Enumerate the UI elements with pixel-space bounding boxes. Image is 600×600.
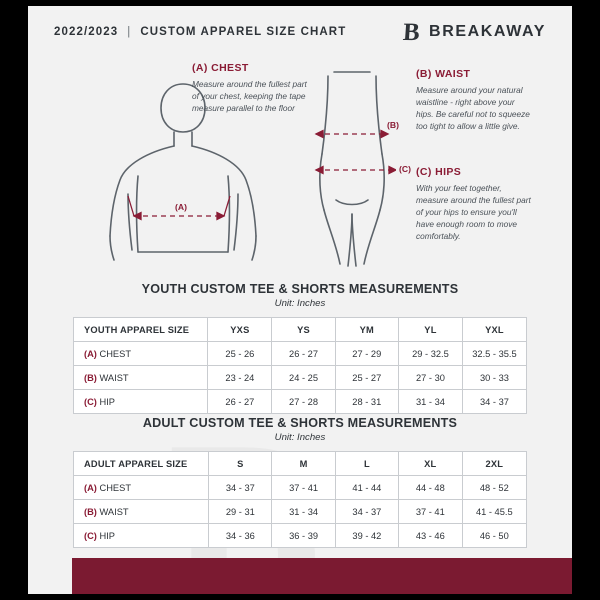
brand-wordmark: BREAKAWAY bbox=[429, 23, 546, 40]
adult-section bbox=[28, 416, 572, 548]
adult-row-waist-label bbox=[74, 500, 209, 524]
adult-chest-2xl: 48 - 52 bbox=[462, 476, 526, 500]
adult-header-2xl: 2XL bbox=[462, 452, 526, 476]
adult-header-m: M bbox=[272, 452, 335, 476]
callout-chest bbox=[192, 62, 312, 114]
callout-hips-body: With your feet together, measure around the fullest part of your hips to ensure you'll have enough room to move comfortably. bbox=[416, 183, 531, 242]
adult-hip-label: HIP bbox=[99, 530, 115, 541]
callout-chest-title: (A) CHEST bbox=[192, 62, 249, 74]
youth-section bbox=[28, 282, 572, 414]
adult-row-chest-label bbox=[74, 476, 209, 500]
adult-waist-label: WAIST bbox=[99, 506, 129, 517]
youth-chest-yxl: 32.5 - 35.5 bbox=[462, 342, 526, 366]
youth-hip-yl: 31 - 34 bbox=[398, 390, 462, 414]
youth-waist-yxs: 23 - 24 bbox=[208, 366, 272, 390]
adult-chest-xl: 44 - 48 bbox=[399, 476, 463, 500]
callout-waist bbox=[416, 68, 534, 132]
callout-chest-body: Measure around the fullest part of your chest, keeping the tape measure parallel to the floor bbox=[192, 79, 307, 114]
youth-chest-yl: 29 - 32.5 bbox=[398, 342, 462, 366]
youth-hip-yxl: 34 - 37 bbox=[462, 390, 526, 414]
youth-size-table bbox=[73, 317, 527, 414]
table-row bbox=[74, 366, 527, 390]
youth-waist-tag: (B) bbox=[84, 372, 97, 383]
callout-hips-title: (C) HIPS bbox=[416, 166, 462, 178]
adult-chest-m: 37 - 41 bbox=[272, 476, 335, 500]
youth-header-size: YOUTH APPAREL SIZE bbox=[74, 318, 208, 342]
youth-chest-ym: 27 - 29 bbox=[335, 342, 398, 366]
sheet-header bbox=[28, 6, 572, 58]
measurement-illustration bbox=[28, 54, 572, 276]
youth-chest-tag: (A) bbox=[84, 348, 97, 359]
adult-hip-tag: (C) bbox=[84, 530, 97, 541]
youth-hip-ys: 27 - 28 bbox=[272, 390, 335, 414]
table-row bbox=[74, 500, 527, 524]
adult-header-l: L bbox=[335, 452, 398, 476]
youth-waist-ys: 24 - 25 bbox=[272, 366, 335, 390]
adult-chest-s: 34 - 37 bbox=[209, 476, 272, 500]
youth-chest-label: CHEST bbox=[99, 348, 132, 359]
youth-header-yxl: YXL bbox=[462, 318, 526, 342]
adult-hip-m: 36 - 39 bbox=[272, 524, 335, 548]
callout-waist-body: Measure around your natural waistline - right above your hips. Be careful not to squeeze too tight to allow a little give. bbox=[416, 85, 530, 132]
diagram-label-hip: (C) bbox=[396, 164, 414, 174]
adult-waist-l: 34 - 37 bbox=[335, 500, 398, 524]
adult-waist-m: 31 - 34 bbox=[272, 500, 335, 524]
youth-waist-yxl: 30 - 33 bbox=[462, 366, 526, 390]
youth-header-yl: YL bbox=[398, 318, 462, 342]
header-separator: | bbox=[127, 26, 132, 38]
adult-chest-l: 41 - 44 bbox=[335, 476, 398, 500]
header-title-group bbox=[54, 26, 346, 38]
youth-section-subtitle: Unit: Inches bbox=[274, 298, 326, 309]
adult-header-size: ADULT APPAREL SIZE bbox=[74, 452, 209, 476]
youth-header-yxs: YXS bbox=[208, 318, 272, 342]
adult-hip-2xl: 46 - 50 bbox=[462, 524, 526, 548]
adult-waist-s: 29 - 31 bbox=[209, 500, 272, 524]
adult-waist-2xl: 41 - 45.5 bbox=[462, 500, 526, 524]
size-chart-sheet bbox=[28, 6, 572, 594]
breakaway-b-icon: B bbox=[402, 18, 421, 46]
adult-size-table bbox=[73, 451, 527, 548]
table-row bbox=[74, 524, 527, 548]
adult-header-s: S bbox=[209, 452, 272, 476]
youth-waist-ym: 25 - 27 bbox=[335, 366, 398, 390]
table-header-row bbox=[74, 318, 527, 342]
youth-waist-label: WAIST bbox=[99, 372, 129, 383]
header-year: 2022/2023 bbox=[54, 26, 119, 38]
youth-row-waist-label bbox=[74, 366, 208, 390]
adult-hip-xl: 43 - 46 bbox=[399, 524, 463, 548]
adult-section-title: ADULT CUSTOM TEE & SHORTS MEASUREMENTS bbox=[142, 416, 458, 430]
youth-chest-yxs: 25 - 26 bbox=[208, 342, 272, 366]
youth-hip-label: HIP bbox=[99, 396, 115, 407]
page-title: CUSTOM APPAREL SIZE CHART bbox=[140, 26, 347, 38]
diagram-label-waist: (B) bbox=[384, 120, 402, 130]
adult-chest-tag: (A) bbox=[84, 482, 97, 493]
adult-waist-tag: (B) bbox=[84, 506, 97, 517]
youth-header-ys: YS bbox=[272, 318, 335, 342]
youth-hip-yxs: 26 - 27 bbox=[208, 390, 272, 414]
adult-section-subtitle: Unit: Inches bbox=[274, 432, 326, 443]
callout-hips bbox=[416, 166, 534, 242]
adult-hip-s: 34 - 36 bbox=[209, 524, 272, 548]
youth-waist-yl: 27 - 30 bbox=[398, 366, 462, 390]
table-row bbox=[74, 476, 527, 500]
table-row bbox=[74, 390, 527, 414]
table-header-row bbox=[74, 452, 527, 476]
callout-waist-title: (B) WAIST bbox=[416, 68, 471, 80]
youth-chest-ys: 26 - 27 bbox=[272, 342, 335, 366]
brand-logo bbox=[403, 20, 546, 45]
adult-chest-label: CHEST bbox=[99, 482, 132, 493]
youth-row-chest-label bbox=[74, 342, 208, 366]
adult-row-hip-label bbox=[74, 524, 209, 548]
youth-hip-ym: 28 - 31 bbox=[335, 390, 398, 414]
footer-accent-bar bbox=[72, 558, 572, 594]
adult-header-xl: XL bbox=[399, 452, 463, 476]
youth-row-hip-label bbox=[74, 390, 208, 414]
youth-hip-tag: (C) bbox=[84, 396, 97, 407]
table-row bbox=[74, 342, 527, 366]
adult-waist-xl: 37 - 41 bbox=[399, 500, 463, 524]
diagram-label-chest: (A) bbox=[172, 202, 190, 212]
youth-section-title: YOUTH CUSTOM TEE & SHORTS MEASUREMENTS bbox=[141, 282, 459, 296]
adult-hip-l: 39 - 42 bbox=[335, 524, 398, 548]
youth-header-ym: YM bbox=[335, 318, 398, 342]
